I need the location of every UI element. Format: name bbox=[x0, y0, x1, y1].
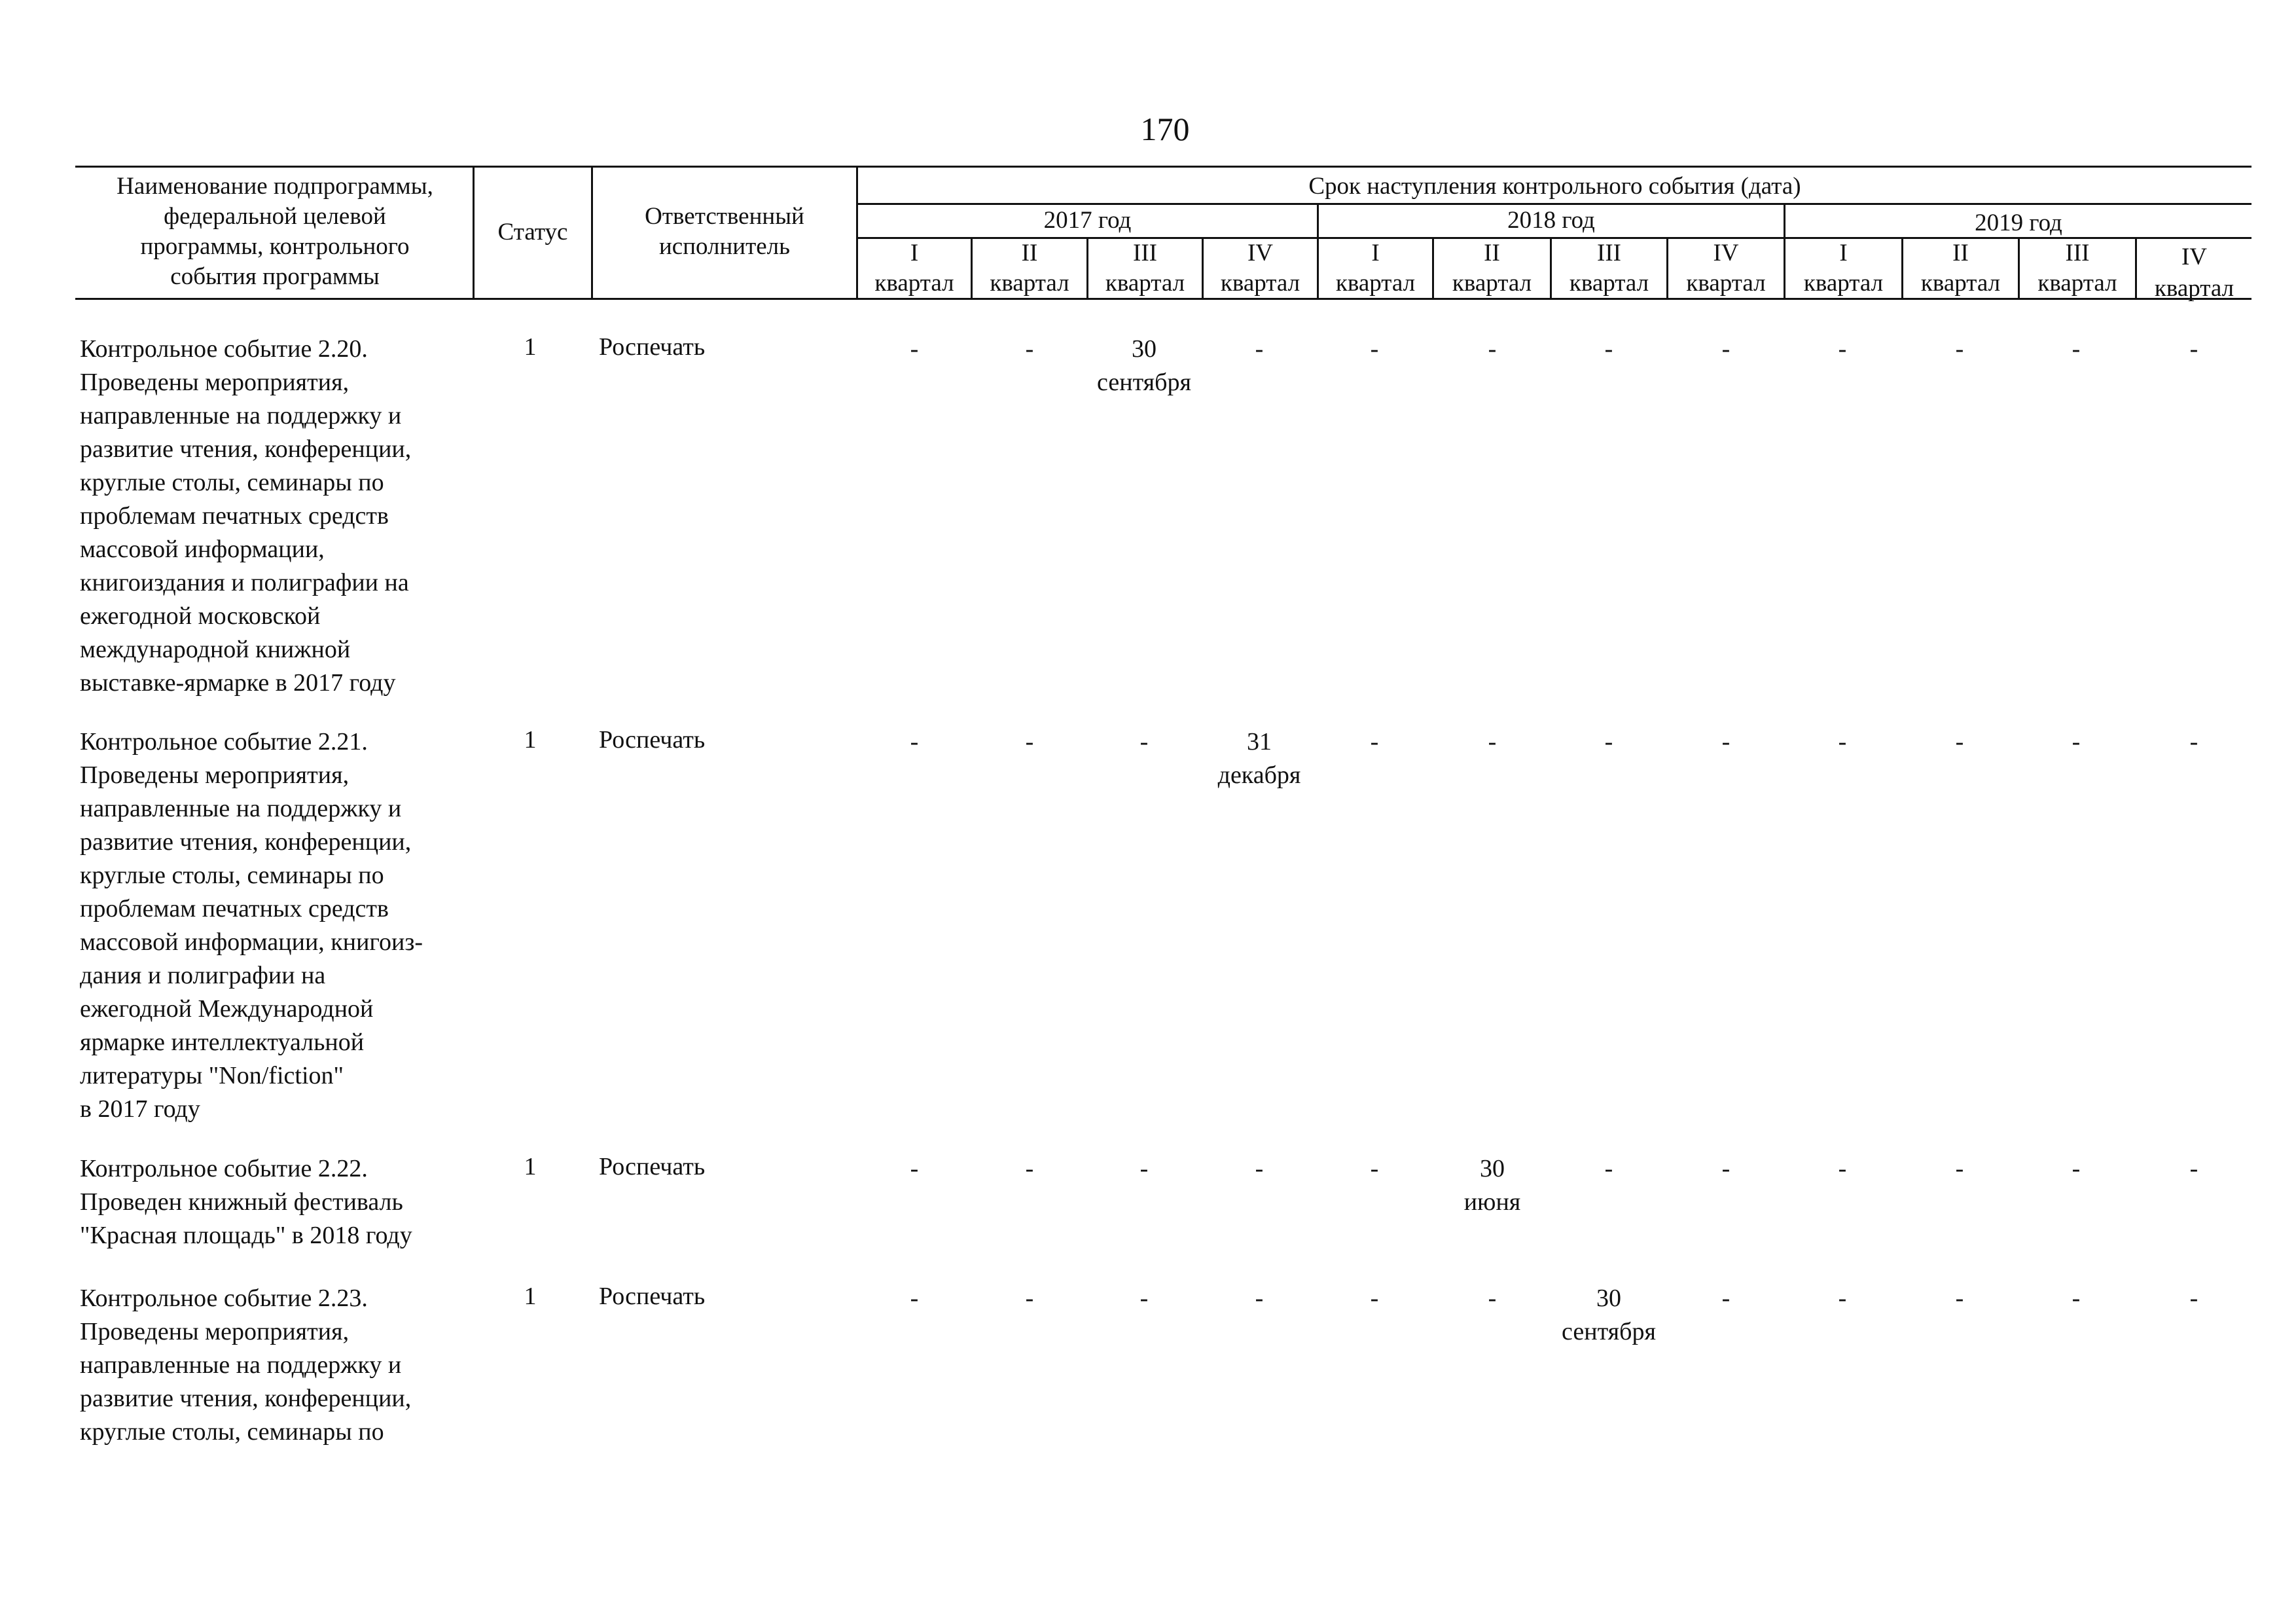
quarter-word: квартал bbox=[1105, 270, 1185, 297]
quarter-cell: 30 сентября bbox=[1097, 335, 1191, 396]
quarter-cell: - bbox=[1955, 728, 1964, 756]
quarter-cell: - bbox=[2072, 728, 2081, 756]
quarter-cell: - bbox=[1488, 1285, 1497, 1312]
header-name-column: Наименование подпрограммы, федеральной целевой программы, контрольного события программы bbox=[117, 173, 433, 290]
quarter-cell: - bbox=[2189, 1285, 2198, 1312]
quarter-cell: - bbox=[1838, 1155, 1847, 1182]
quarter-cell: - bbox=[1255, 1285, 1264, 1312]
page-number: 170 bbox=[1140, 111, 1190, 147]
quarter-word: квартал bbox=[1569, 270, 1649, 297]
quarter-word: квартал bbox=[1452, 270, 1532, 297]
quarter-cell: - bbox=[1025, 1285, 1034, 1312]
quarter-cell: 31 декабря bbox=[1217, 728, 1301, 789]
event-status: 1 bbox=[524, 333, 537, 361]
quarter-cell: - bbox=[1955, 335, 1964, 363]
quarter-cell: - bbox=[2189, 335, 2198, 363]
quarter-numeral: III bbox=[2065, 240, 2090, 266]
event-name: Контрольное событие 2.22. Проведен книжный фестиваль "Красная площадь" в 2018 году bbox=[80, 1155, 412, 1249]
quarter-cell: - bbox=[2189, 1155, 2198, 1182]
quarter-numeral: I bbox=[1371, 240, 1380, 266]
quarter-cell: - bbox=[1370, 1285, 1379, 1312]
header-responsible-column: Ответственный исполнитель bbox=[645, 203, 804, 260]
quarter-numeral: I bbox=[1839, 240, 1848, 266]
quarter-cell: - bbox=[1025, 1155, 1034, 1182]
quarter-cell: - bbox=[1139, 1155, 1149, 1182]
header-status-column: Статус bbox=[497, 219, 568, 246]
quarter-cell: - bbox=[1721, 1155, 1731, 1182]
quarter-numeral: III bbox=[1597, 240, 1621, 266]
header-year: 2018 год bbox=[1507, 207, 1595, 234]
quarter-numeral: III bbox=[1133, 240, 1157, 266]
quarter-cell: - bbox=[1370, 1155, 1379, 1182]
quarter-word: квартал bbox=[990, 270, 1069, 297]
quarter-cell: - bbox=[1838, 1285, 1847, 1312]
quarter-word: квартал bbox=[1686, 270, 1766, 297]
quarter-cell: - bbox=[910, 1155, 919, 1182]
quarter-numeral: IV bbox=[1713, 240, 1739, 266]
quarter-cell: - bbox=[910, 728, 919, 756]
quarter-word: квартал bbox=[2154, 275, 2234, 302]
quarter-cell: 30 сентября bbox=[1562, 1285, 1656, 1345]
quarter-cell: - bbox=[2072, 1155, 2081, 1182]
quarter-cell: - bbox=[1838, 335, 1847, 363]
quarter-cell: - bbox=[1370, 335, 1379, 363]
quarter-cell: - bbox=[1838, 728, 1847, 756]
quarter-cell: - bbox=[1139, 728, 1149, 756]
header-top-rule bbox=[75, 166, 2251, 168]
quarter-word: квартал bbox=[1220, 270, 1300, 297]
event-responsible: Роспечать bbox=[599, 1283, 706, 1310]
quarter-numeral: I bbox=[910, 240, 919, 266]
header-year: 2017 год bbox=[1043, 207, 1132, 234]
quarter-word: квартал bbox=[1335, 270, 1416, 297]
event-responsible: Роспечать bbox=[599, 1153, 706, 1180]
quarter-numeral: IV bbox=[2181, 244, 2208, 270]
quarter-cell: - bbox=[1721, 335, 1731, 363]
event-responsible: Роспечать bbox=[599, 726, 706, 754]
quarter-word: квартал bbox=[2037, 270, 2117, 297]
quarter-cell: - bbox=[1721, 1285, 1731, 1312]
event-name: Контрольное событие 2.23. Проведены мероприятия, направленные на поддержку и развитие чтения, конференции, круглые столы, семинары по bbox=[80, 1285, 412, 1446]
quarter-cell: - bbox=[1955, 1285, 1964, 1312]
quarter-numeral: II bbox=[1952, 240, 1969, 266]
header-year: 2019 год bbox=[1975, 210, 2062, 236]
quarter-cell: - bbox=[1025, 728, 1034, 756]
event-status: 1 bbox=[524, 726, 537, 754]
quarter-cell: - bbox=[1488, 335, 1497, 363]
quarter-cell: - bbox=[1139, 1285, 1149, 1312]
quarter-cell: - bbox=[1370, 728, 1379, 756]
quarter-cell: - bbox=[1488, 728, 1497, 756]
quarter-word: квартал bbox=[874, 270, 954, 297]
quarter-cell: 30 июня bbox=[1463, 1155, 1521, 1216]
quarter-cell: - bbox=[2189, 728, 2198, 756]
quarter-cell: - bbox=[910, 335, 919, 363]
event-name: Контрольное событие 2.20. Проведены мероприятия, направленные на поддержку и развитие чтения, конференции, круглые столы, семинары по проблемам печатных средств массовой информации, книгоиздания и полиграфии на ежегодной московской международной книжной выставке-ярмарке в 2017 году bbox=[80, 335, 412, 697]
header-date-group: Срок наступления контрольного события (дата) bbox=[1308, 173, 1801, 200]
event-status: 1 bbox=[524, 1283, 537, 1310]
quarter-cell: - bbox=[1955, 1155, 1964, 1182]
event-responsible: Роспечать bbox=[599, 333, 706, 361]
quarter-numeral: II bbox=[1021, 240, 1038, 266]
quarter-cell: - bbox=[1604, 335, 1613, 363]
header-group-rule bbox=[856, 203, 2251, 205]
quarter-cell: - bbox=[1255, 335, 1264, 363]
event-name: Контрольное событие 2.21. Проведены мероприятия, направленные на поддержку и развитие чтения, конференции, круглые столы, семинары по проблемам печатных средств массовой информации, книгоиз- дания и полиграфии на ежегодной Международной ярмарке интеллектуальной литературы "Non/fiction" в 2017 году bbox=[80, 728, 423, 1123]
quarter-cell: - bbox=[910, 1285, 919, 1312]
quarter-word: квартал bbox=[1920, 270, 2001, 297]
quarter-cell: - bbox=[2072, 335, 2081, 363]
quarter-cell: - bbox=[1025, 335, 1034, 363]
quarter-cell: - bbox=[1604, 1155, 1613, 1182]
quarter-cell: - bbox=[1721, 728, 1731, 756]
event-status: 1 bbox=[524, 1153, 537, 1180]
quarter-cell: - bbox=[1604, 728, 1613, 756]
quarter-cell: - bbox=[2072, 1285, 2081, 1312]
quarter-cell: - bbox=[1255, 1155, 1264, 1182]
quarter-word: квартал bbox=[1803, 270, 1884, 297]
quarter-numeral: IV bbox=[1247, 240, 1274, 266]
quarter-numeral: II bbox=[1484, 240, 1500, 266]
